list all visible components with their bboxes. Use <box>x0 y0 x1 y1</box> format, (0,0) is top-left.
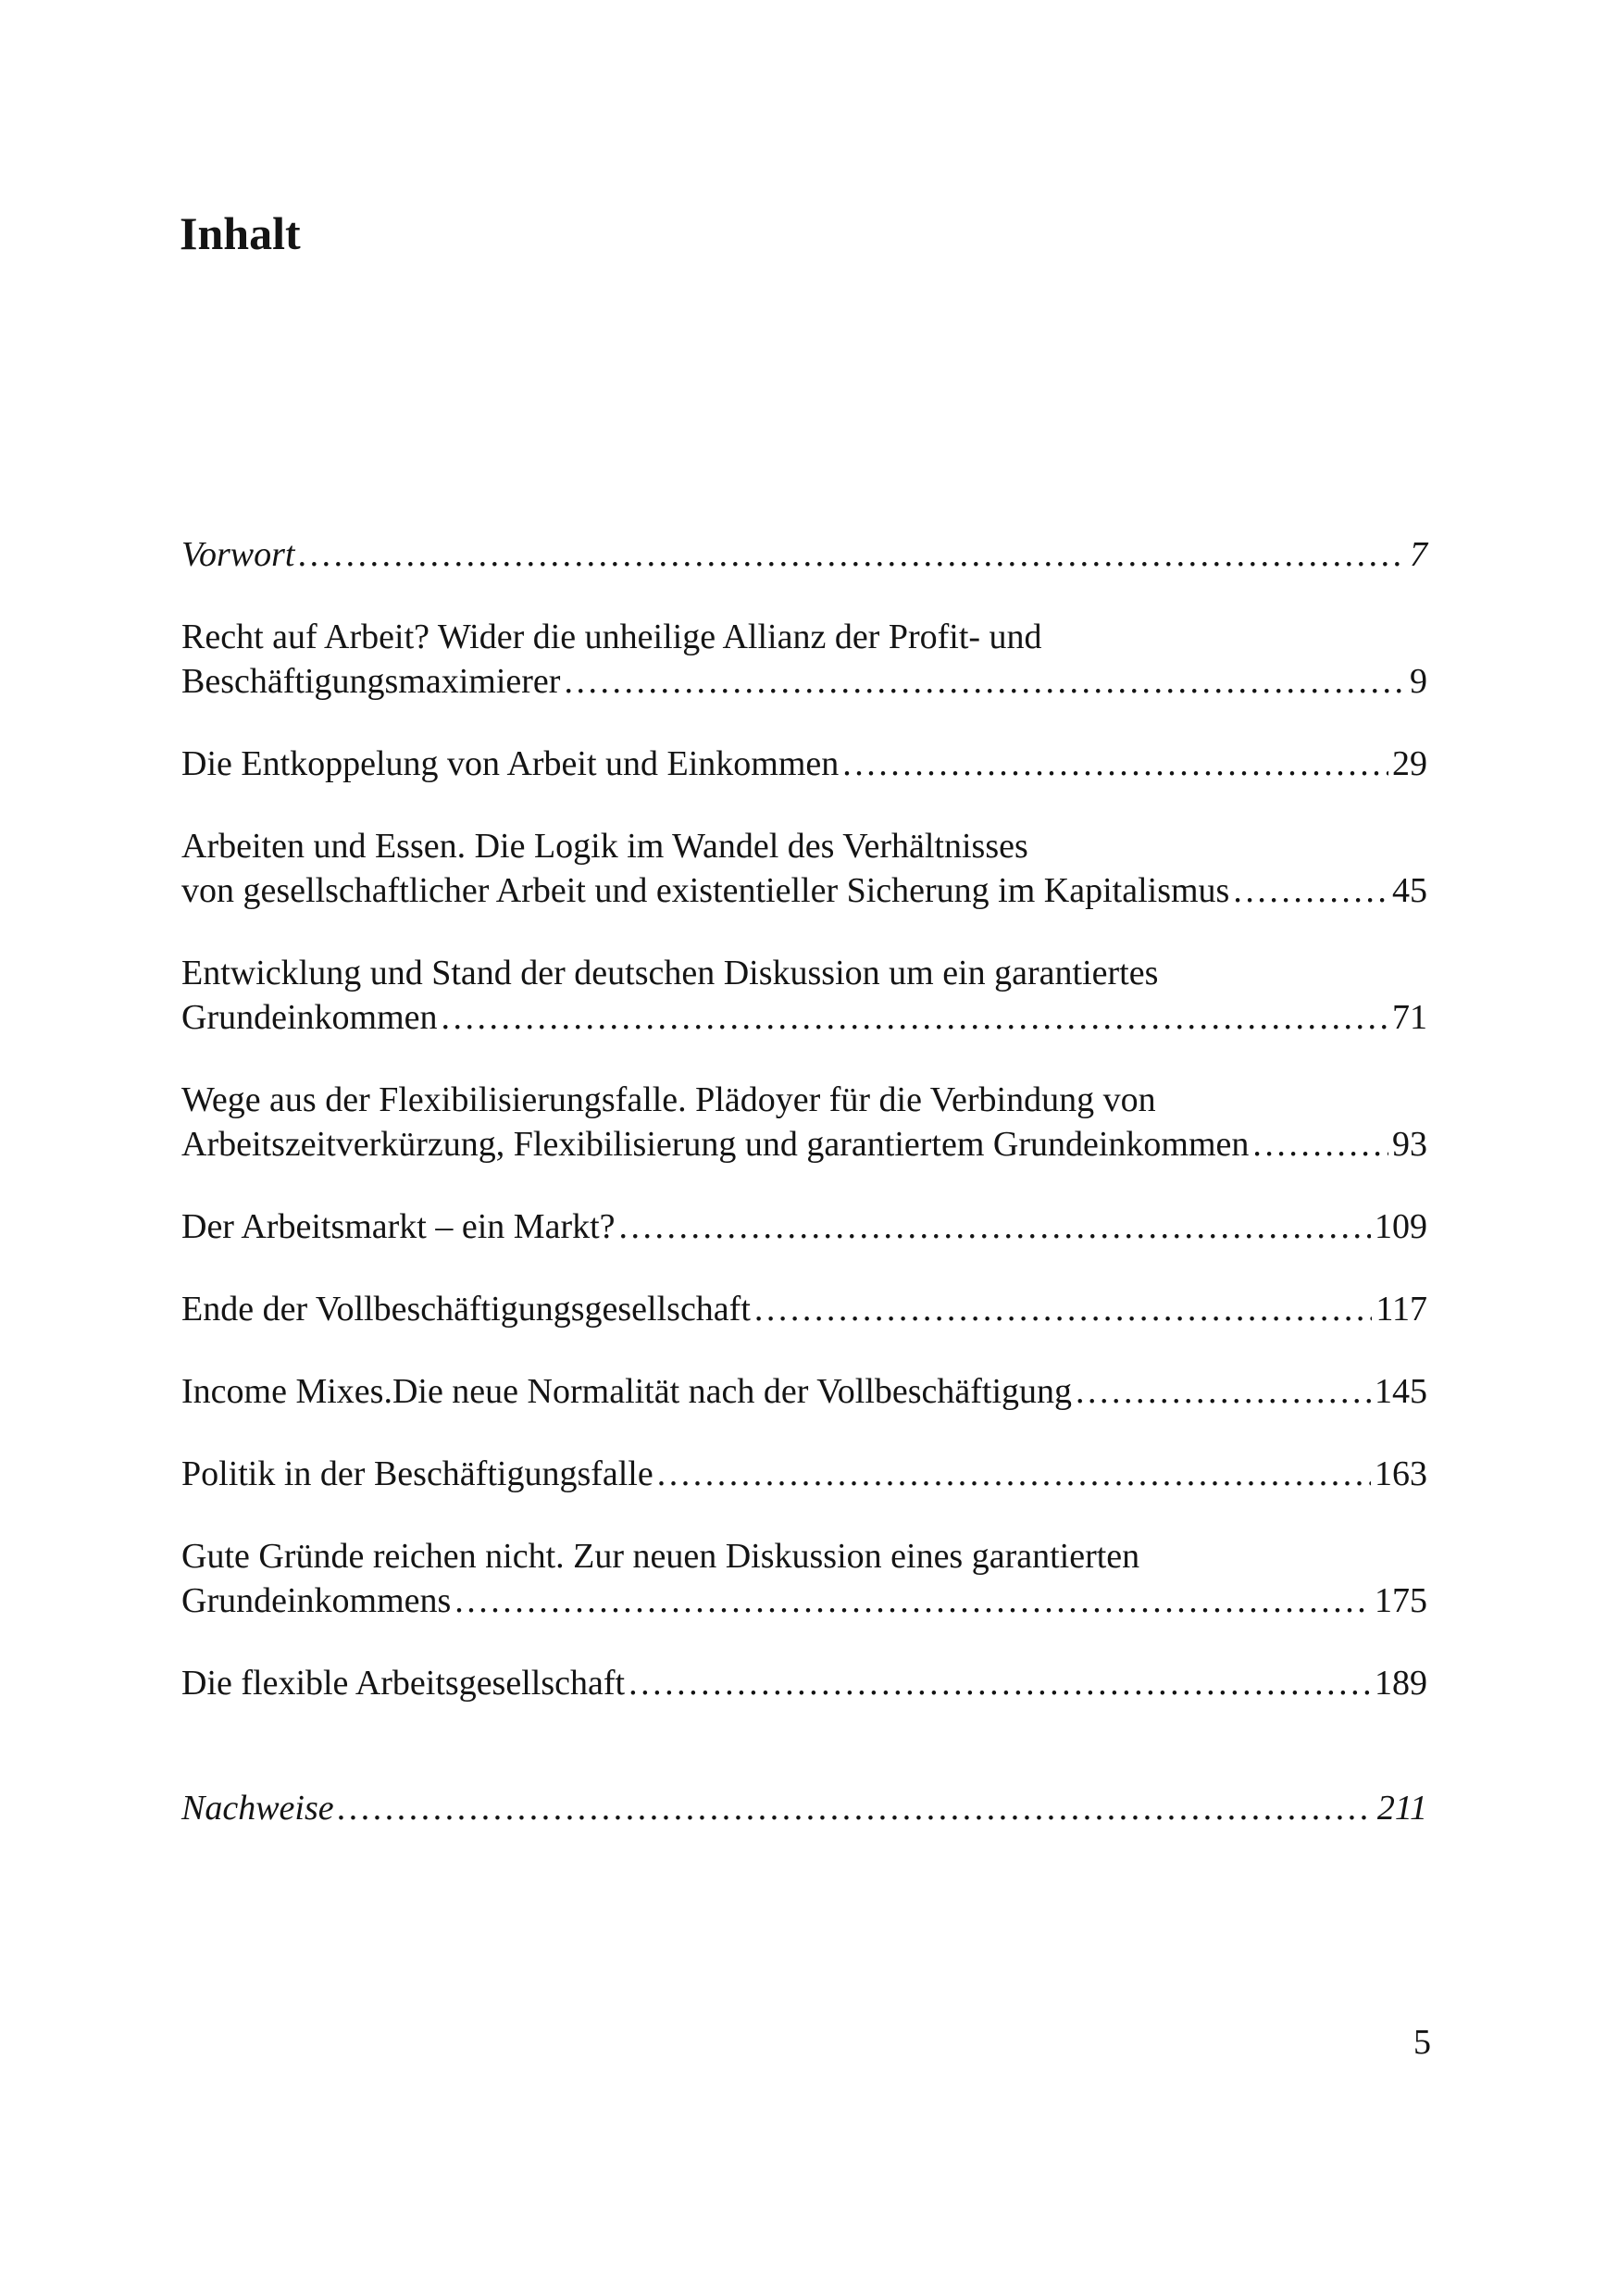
toc-entry-title: Grundeinkommen <box>181 998 438 1037</box>
toc-dot-leader <box>1076 1369 1371 1414</box>
toc-entry-title: Arbeitszeitverkürzung, Flexibilisierung und garantiertem Grundeinkommen <box>181 1125 1250 1164</box>
toc-dot-leader <box>564 659 1406 704</box>
toc-page-number: 7 <box>1410 535 1427 574</box>
toc-dot-leader <box>298 532 1406 577</box>
toc-page-number: 175 <box>1375 1581 1427 1620</box>
toc-entry <box>181 615 1427 704</box>
toc-dot-leader <box>1252 1122 1388 1167</box>
toc-entry-line <box>181 1287 1427 1331</box>
toc-entry-title: Nachweise <box>181 1789 334 1828</box>
toc-entry-line <box>181 1078 1427 1122</box>
toc-entry-title: Politik in der Beschäftigungsfalle <box>181 1454 653 1493</box>
toc-entry <box>181 1661 1427 1705</box>
toc-entry-title: Vorwort <box>181 535 295 574</box>
toc-page-number: 71 <box>1392 998 1427 1037</box>
toc-dot-leader <box>629 1661 1371 1705</box>
toc-entry <box>181 1287 1427 1331</box>
toc-dot-leader <box>1233 868 1388 913</box>
toc-entry <box>181 1534 1427 1623</box>
toc-page-number: 93 <box>1392 1125 1427 1164</box>
table-of-contents <box>181 532 1427 1830</box>
toc-entry <box>181 951 1427 1040</box>
toc-dot-leader <box>454 1578 1371 1623</box>
page-number: 5 <box>1413 2023 1431 2062</box>
toc-entry-title: Recht auf Arbeit? Wider die unheilige Allianz der Profit- und <box>181 618 1042 656</box>
toc-entry-title: Beschäftigungsmaximierer <box>181 662 561 701</box>
toc-entry-title: Wege aus der Flexibilisierungsfalle. Plädoyer für die Verbindung von <box>181 1080 1156 1119</box>
toc-entry-title: von gesellschaftlicher Arbeit und existentieller Sicherung im Kapitalismus <box>181 871 1230 910</box>
toc-entry <box>181 824 1427 913</box>
toc-entry-title: Gute Gründe reichen nicht. Zur neuen Diskussion eines garantierten <box>181 1537 1140 1576</box>
toc-entry-line <box>181 995 1427 1040</box>
toc-entry-line <box>181 742 1427 786</box>
page-title: Inhalt <box>180 207 301 259</box>
toc-page-number: 9 <box>1410 662 1427 701</box>
toc-entry-title: Die flexible Arbeitsgesellschaft <box>181 1664 626 1703</box>
toc-page-number: 45 <box>1392 871 1427 910</box>
toc-entry <box>181 1369 1427 1414</box>
toc-entry-title: Der Arbeitsmarkt – ein Markt? <box>181 1207 616 1246</box>
toc-page-number: 29 <box>1392 744 1427 783</box>
toc-page-number: 163 <box>1375 1454 1427 1493</box>
toc-entry-line <box>181 1534 1427 1578</box>
toc-dot-leader <box>619 1204 1371 1249</box>
toc-page-number: 189 <box>1375 1664 1427 1703</box>
toc-entry-title: Arbeiten und Essen. Die Logik im Wandel des Verhältnisses <box>181 827 1028 866</box>
toc-dot-leader <box>842 742 1388 786</box>
toc-page-number: 117 <box>1375 1290 1427 1329</box>
toc-entry-line <box>181 824 1427 868</box>
toc-entry-line <box>181 1122 1427 1167</box>
toc-page-number: 109 <box>1375 1207 1427 1246</box>
toc-dot-leader <box>442 995 1388 1040</box>
toc-entry-line <box>181 1204 1427 1249</box>
toc-entry <box>181 532 1427 577</box>
toc-entry-line <box>181 532 1427 577</box>
toc-entry <box>181 1204 1427 1249</box>
toc-entry-line <box>181 659 1427 704</box>
toc-entry-line <box>181 868 1427 913</box>
toc-entry-title: Grundeinkommens <box>181 1581 452 1620</box>
toc-entry-title: Die Entkoppelung von Arbeit und Einkommen <box>181 744 840 783</box>
toc-entry-line <box>181 951 1427 995</box>
toc-entry-title: Entwicklung und Stand der deutschen Diskussion um ein garantiertes <box>181 954 1159 992</box>
toc-entry-line <box>181 1786 1427 1830</box>
toc-entry-line <box>181 615 1427 659</box>
toc-dot-leader <box>338 1786 1374 1830</box>
toc-entry-line <box>181 1661 1427 1705</box>
toc-page-number: 211 <box>1376 1789 1427 1828</box>
toc-entry <box>181 742 1427 786</box>
toc-entry <box>181 1452 1427 1496</box>
toc-entry-line <box>181 1452 1427 1496</box>
toc-entry-line <box>181 1369 1427 1414</box>
toc-entry-title: Ende der Vollbeschäftigungsgesellschaft <box>181 1290 751 1329</box>
toc-dot-leader <box>754 1287 1373 1331</box>
toc-entry-title: Income Mixes.Die neue Normalität nach der Vollbeschäftigung <box>181 1372 1073 1411</box>
toc-entry <box>181 1078 1427 1167</box>
toc-entry-line <box>181 1578 1427 1623</box>
toc-entry <box>181 1786 1427 1830</box>
toc-dot-leader <box>657 1452 1371 1496</box>
toc-page-number: 145 <box>1375 1372 1427 1411</box>
